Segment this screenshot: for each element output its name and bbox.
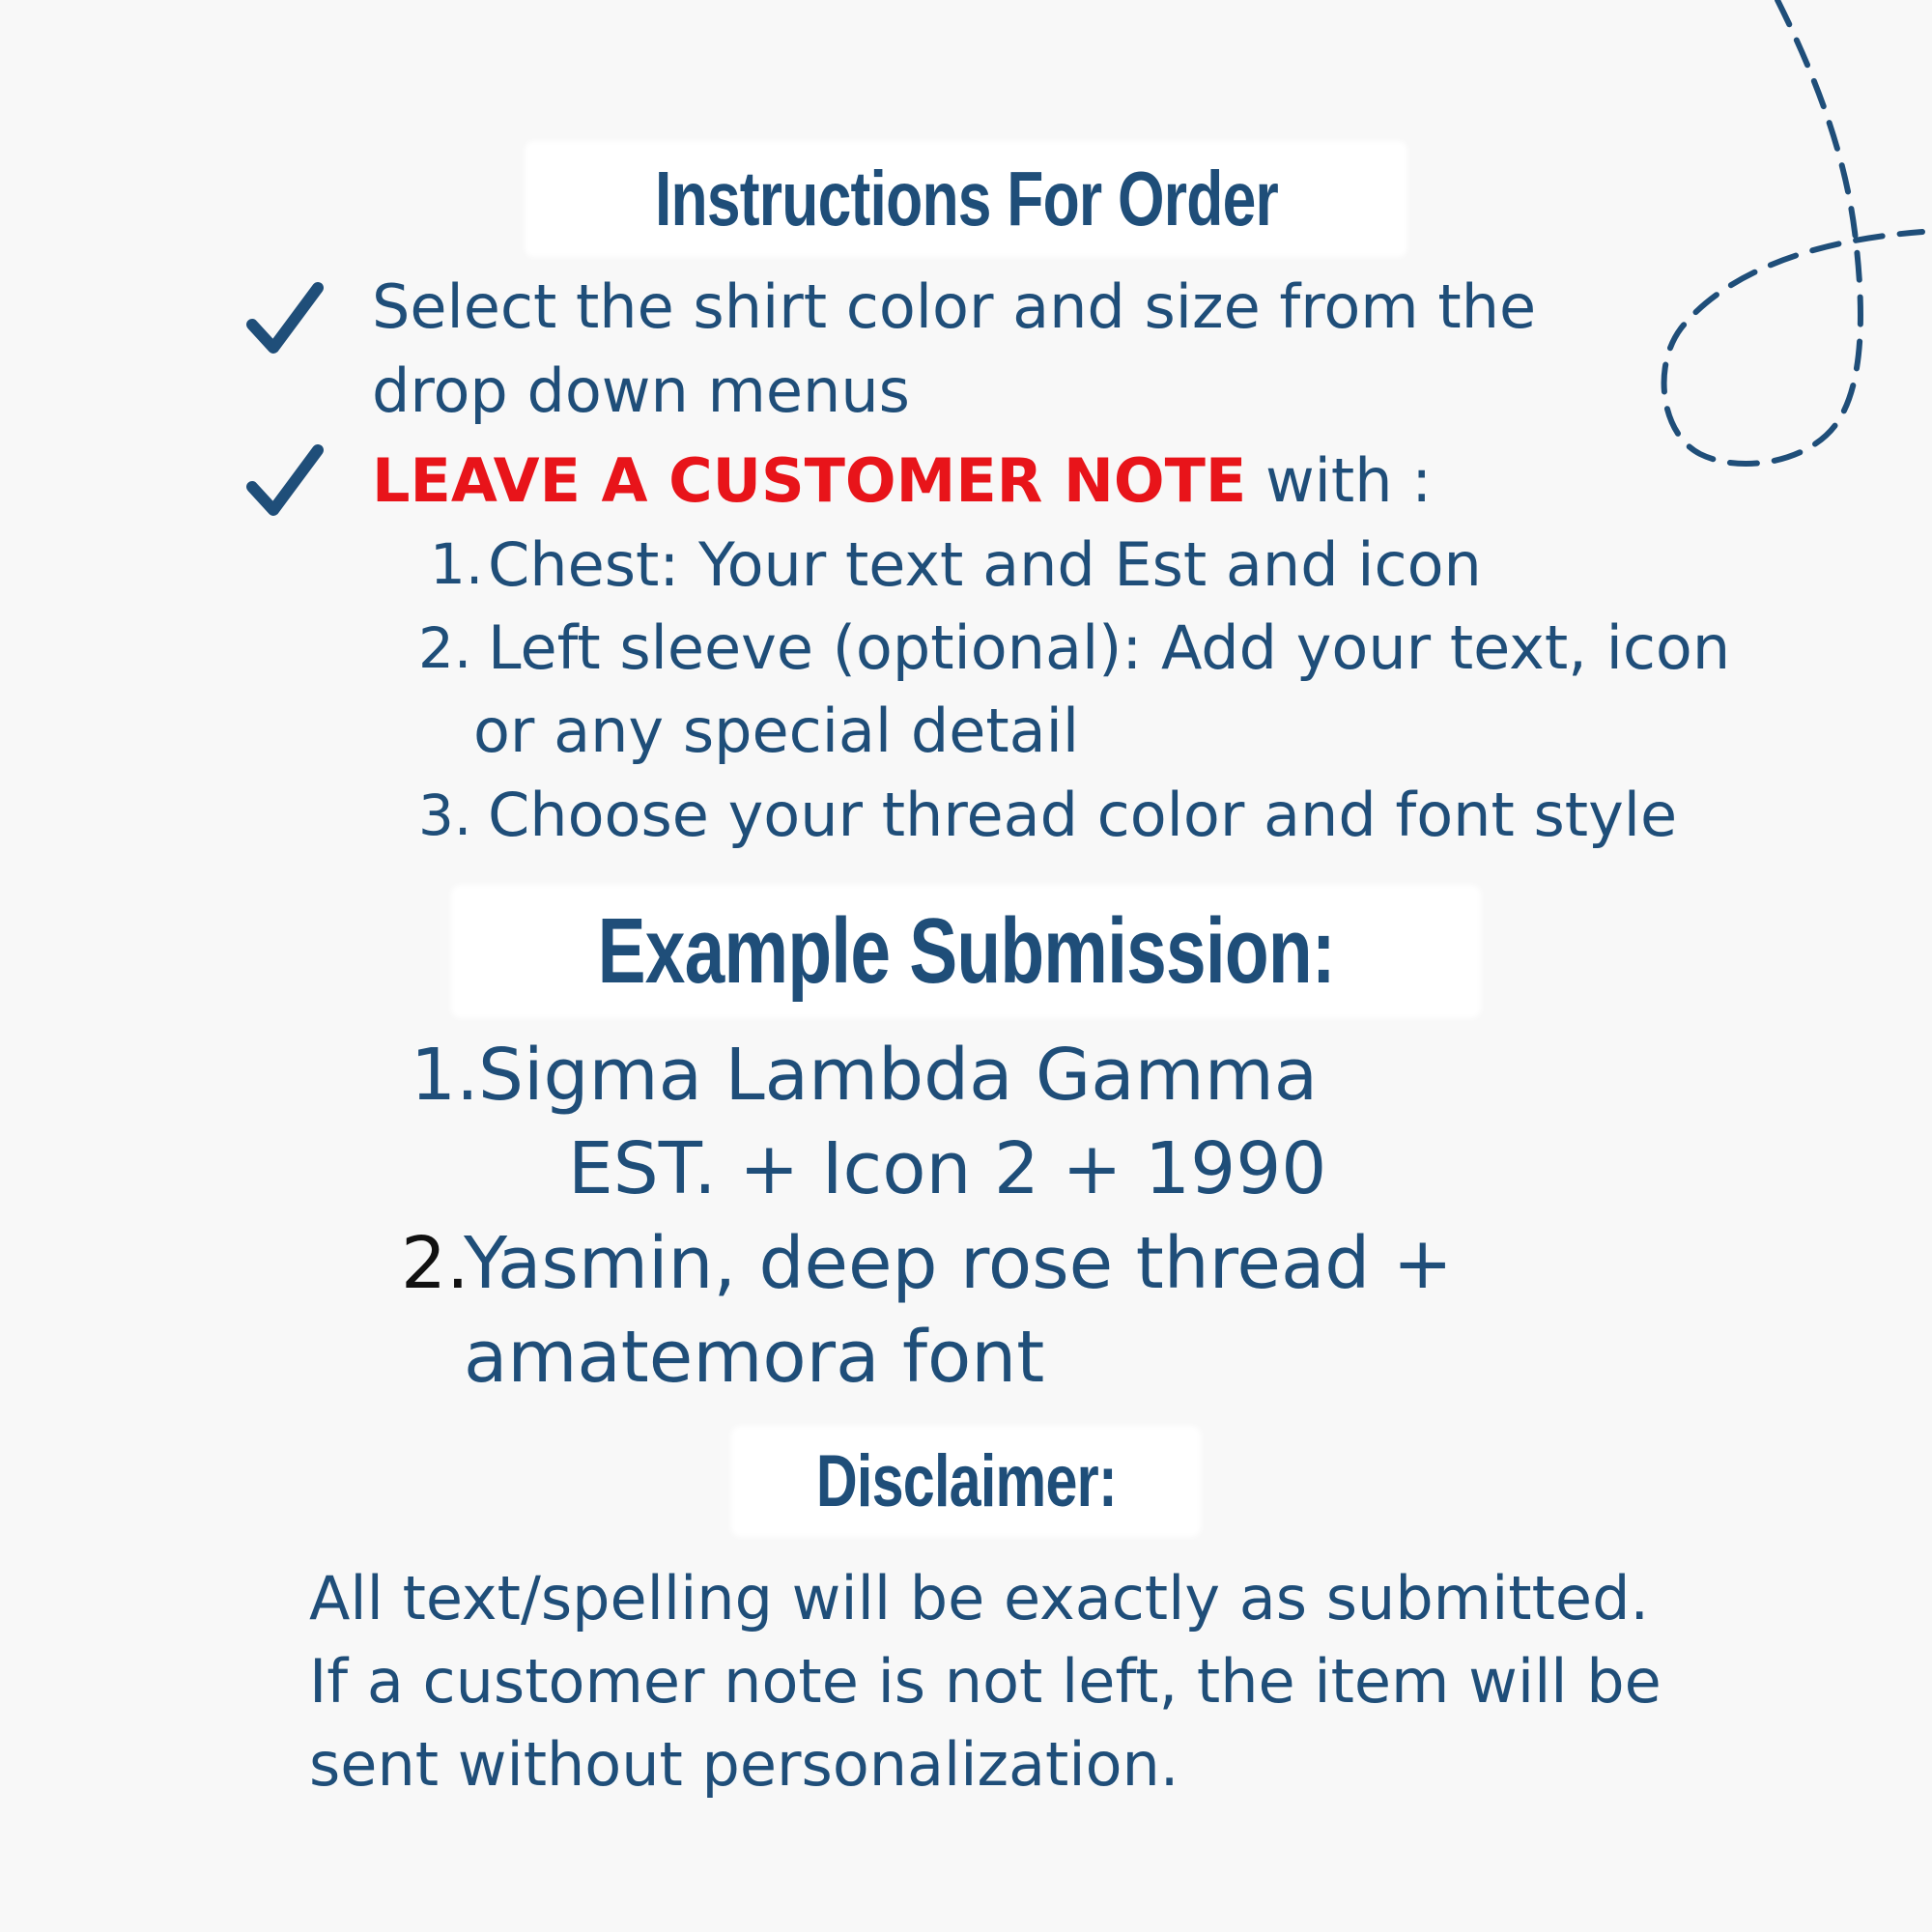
disclaimer-line-3: sent without personalization. (309, 1729, 1179, 1800)
example-2-line-1: Yasmin, deep rose thread + (464, 1222, 1453, 1305)
step-number: 3. (418, 782, 472, 848)
disclaimer-heading-wrap (0, 1430, 1932, 1533)
example-2-line-2: amatemora font (464, 1316, 1045, 1399)
step-1-text: Chest: Your text and Est and icon (488, 529, 1482, 600)
customer-note-rest: with : (1264, 445, 1433, 516)
instruction-1-line-1: Select the shirt color and size from the (372, 271, 1537, 342)
step-2-line-1: Left sleeve (optional): Add your text, icon (488, 612, 1731, 683)
example-title: Example Submission: (597, 899, 1335, 1003)
instructions-title: Instructions For Order (654, 156, 1278, 242)
checkmark-icon (246, 444, 324, 522)
step-2-line-2: or any special detail (473, 696, 1080, 766)
example-1-line-2: EST. + Icon 2 + 1990 (568, 1127, 1327, 1210)
customer-note-highlight: LEAVE A CUSTOMER NOTE (372, 445, 1247, 516)
checkmark-icon (246, 282, 324, 359)
disclaimer-title: Disclaimer: (815, 1440, 1117, 1522)
brush-background (735, 1430, 1198, 1533)
disclaimer-line-2: If a customer note is not left, the item will be (309, 1646, 1662, 1717)
step-3-text: Choose your thread color and font style (488, 780, 1678, 850)
example-heading-wrap (0, 889, 1932, 1014)
brush-background (455, 889, 1478, 1014)
instructions-heading-wrap (0, 145, 1932, 253)
instruction-2-line (372, 440, 1432, 523)
disclaimer-line-1: All text/spelling will be exactly as submitted. (309, 1563, 1650, 1634)
step-number: 1. (430, 531, 484, 597)
example-number: 1. (411, 1034, 479, 1117)
example-number: 2. (401, 1222, 469, 1305)
step-number: 2. (418, 615, 472, 681)
brush-background (528, 145, 1405, 253)
example-1-line-1: Sigma Lambda Gamma (478, 1034, 1319, 1117)
instruction-1-line-2: drop down menus (372, 355, 910, 426)
